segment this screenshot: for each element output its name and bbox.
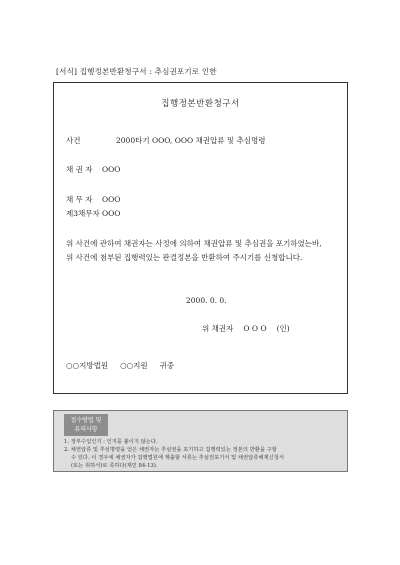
court-name: ○○지방법원	[66, 361, 109, 370]
court-suffix: 귀중	[159, 361, 175, 370]
guide-tag-line: 유의사항	[74, 426, 98, 433]
body-line: 위 사건에 관하여 채권자는 사정에 의하여 채권압류 및 추심권을 포기하였는바,	[66, 239, 322, 248]
third-debtor-row	[66, 208, 120, 219]
guide-tag	[64, 414, 108, 436]
case-row	[66, 135, 266, 146]
guide-note: 2. 채권압류 및 추심명령을 얻은 채권자는 추심권을 포기하고 집행력있는 정본의 반환을 구할	[64, 447, 277, 453]
debtor-label: 채 무 자	[66, 195, 93, 204]
debtor-row	[66, 194, 120, 205]
guide-box	[53, 410, 348, 472]
creditor-value: OOO	[102, 165, 121, 174]
application-form	[53, 82, 348, 394]
signature-name: O O O	[243, 324, 267, 333]
body-line: 위 사건에 첨부된 집행력있는 판결정본을 반환하여 주시기를 신청합니다.	[66, 253, 303, 262]
case-value: 2000타기 OOO, OOO 채권압류 및 추심명령	[116, 136, 266, 145]
application-date: 2000. 0. 0.	[186, 296, 227, 305]
creditor-row	[66, 164, 120, 175]
signature-label: 위 채권자	[202, 324, 234, 333]
third-debtor-label: 제3채무자	[66, 209, 100, 218]
form-label: [서식] 집행정본반환청구서 : 추심권포기로 인한	[56, 67, 217, 76]
third-debtor-value: OOO	[102, 209, 121, 218]
debtor-value: OOO	[102, 195, 121, 204]
court-addressee	[66, 360, 186, 371]
guide-note: 수 있다. 이 경우에 채권자가 집행법원에 제출할 서류는 추심권포기서 및 채권압류해제신청서	[71, 455, 284, 461]
signature-line	[202, 323, 300, 334]
court-branch: ○○지원	[120, 361, 148, 370]
document-title: 집행정본반환청구서	[161, 99, 240, 109]
guide-note: (또는 취하서)로 족하다(재민 84-13).	[71, 463, 158, 469]
request-body	[66, 237, 338, 265]
guide-tag-line: 접수방법 및	[70, 417, 102, 424]
seal-mark: (인)	[276, 324, 290, 333]
guide-note: 1. 정부수입인지 : 인지를 붙이지 않는다.	[64, 439, 158, 445]
case-label: 사건	[66, 136, 81, 145]
creditor-label: 채 권 자	[66, 165, 93, 174]
guide-notes	[64, 438, 344, 470]
